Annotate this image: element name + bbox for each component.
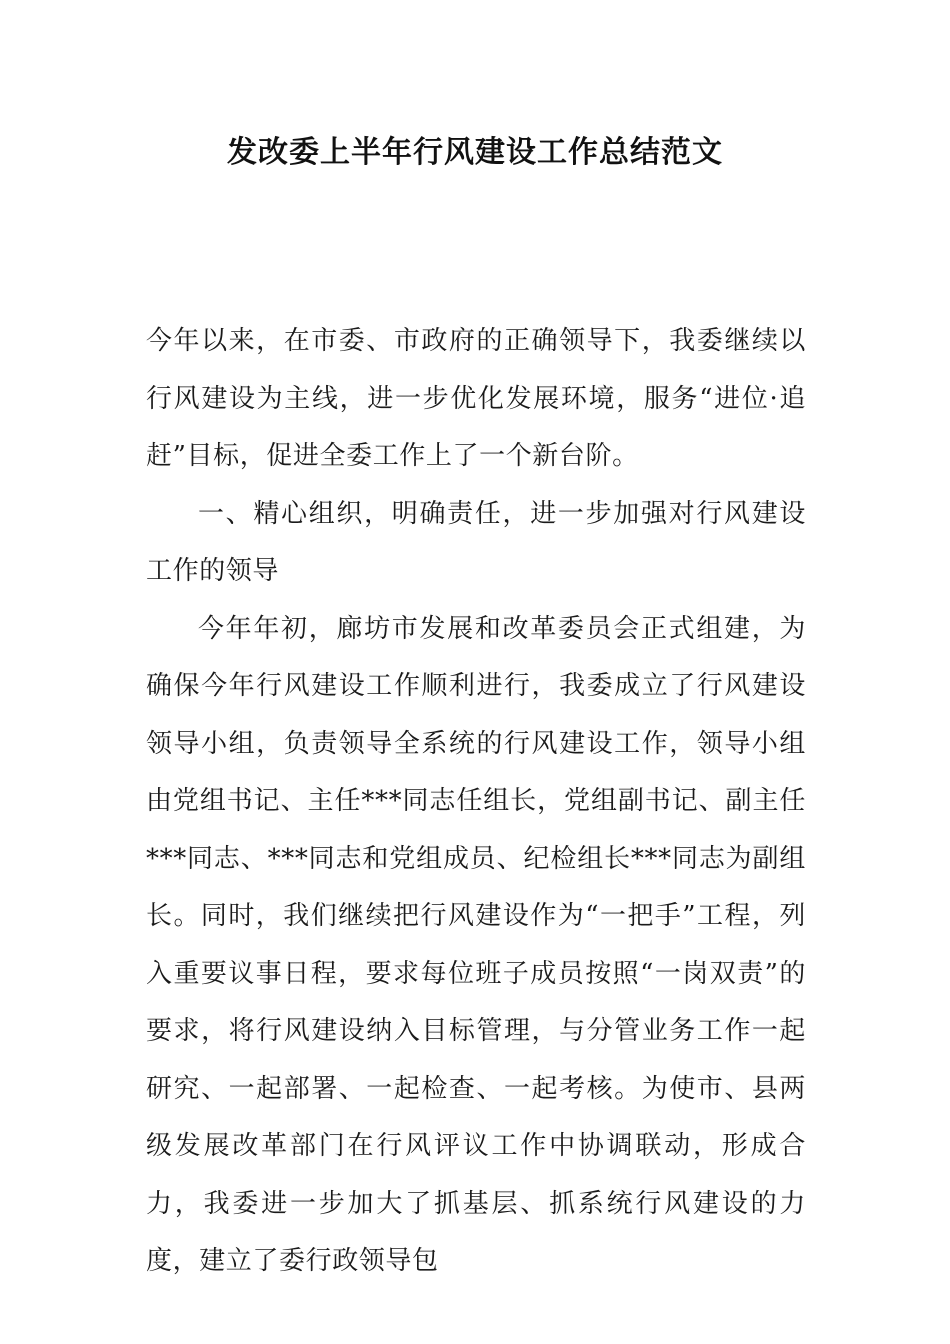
- document-body: [146, 313, 806, 1291]
- paragraph-intro: 今年以来，在市委、市政府的正确领导下，我委继续以行风建设为主线，进一步优化发展环境，服务“进位·追赶”目标，促进全委工作上了一个新台阶。: [146, 326, 806, 471]
- paragraph-section-heading: 一、精心组织，明确责任，进一步加强对行风建设工作的领导: [146, 498, 806, 586]
- document-title: 发改委上半年行风建设工作总结范文: [227, 135, 723, 170]
- paragraph-section-body: 今年年初，廊坊市发展和改革委员会正式组建，为确保今年行风建设工作顺利进行，我委成立了行风建设领导小组，负责领导全系统的行风建设工作，领导小组由党组书记、主任***同志任组长，党组副书记、副主任***同志、***同志和党组成员、纪检组长***同志为副组长。同时，我们继续把行风建设作为“一把手”工程，列入重要议事日程，要求每位班子成员按照“一岗双责”的要求，将行风建设纳入目标管理，与分管业务工作一起研究、一起部署、一起检查、一起考核。为使市、县两级发展改革部门在行风评议工作中协调联动，形成合力，我委进一步加大了抓基层、抓系统行风建设的力度，建立了委行政领导包: [146, 613, 806, 1276]
